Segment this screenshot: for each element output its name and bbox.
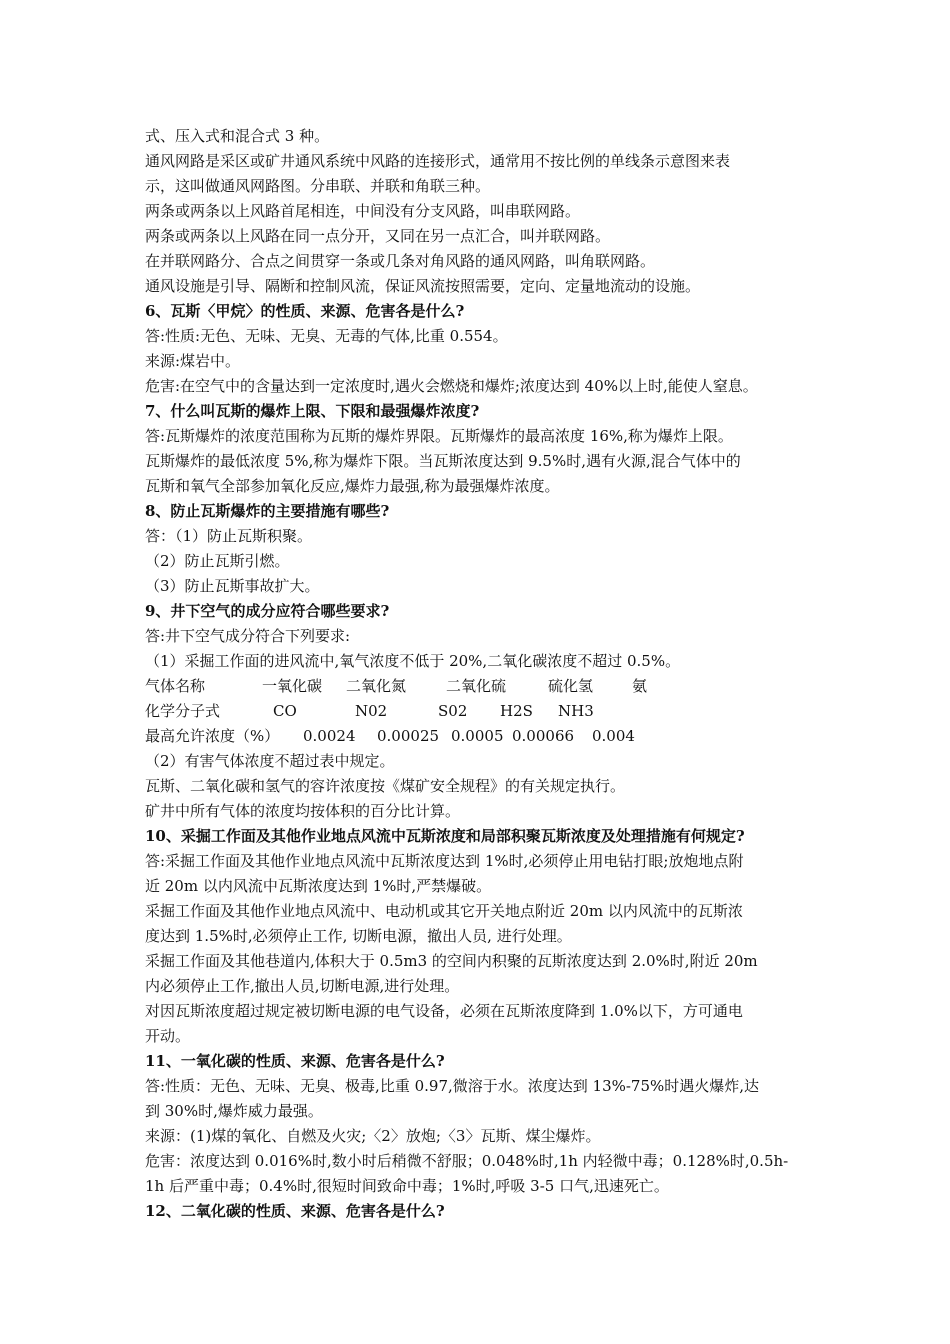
text-line: 通风网路是采区或矿井通风系统中风路的连接形式，通常用不按比例的单线条示意图来表 bbox=[145, 152, 731, 170]
text-line: 答:瓦斯爆炸的浓度范围称为瓦斯的爆炸界限。瓦斯爆炸的最高浓度 16%,称为爆炸上限。 bbox=[145, 427, 733, 445]
table-cell: 0.004 bbox=[592, 727, 635, 745]
text-line: 来源：(1)煤的氧化、自燃及火灾;〈2〉放炮;〈3〉瓦斯、煤尘爆炸。 bbox=[145, 1127, 601, 1145]
table-cell: 气体名称 bbox=[145, 677, 206, 695]
table-cell: 0.00066 bbox=[512, 727, 575, 745]
table-cell: 二氧化硫 bbox=[446, 677, 507, 695]
question-heading: 7、什么叫瓦斯的爆炸上限、下限和最强爆炸浓度? bbox=[145, 402, 480, 420]
text-line: 度达到 1.5%时,必须停止工作, 切断电源，撤出人员, 进行处理。 bbox=[145, 927, 572, 945]
table-cell: 0.0005 bbox=[451, 727, 504, 745]
text-line: 对因瓦斯浓度超过规定被切断电源的电气设备，必须在瓦斯浓度降到 1.0%以下，方可通电 bbox=[145, 1002, 743, 1020]
text-line: 来源:煤岩中。 bbox=[145, 352, 241, 370]
table-cell: 0.00025 bbox=[377, 727, 440, 745]
text-line: 到 30%时,爆炸威力最强。 bbox=[145, 1102, 323, 1120]
text-line: 瓦斯爆炸的最低浓度 5%,称为爆炸下限。当瓦斯浓度达到 9.5%时,遇有火源,混合气体中的 bbox=[145, 452, 741, 470]
table-cell: S02 bbox=[438, 702, 468, 720]
table-row-formulas bbox=[145, 699, 815, 724]
table-cell: NH3 bbox=[558, 702, 594, 720]
question-heading: 8、防止瓦斯爆炸的主要措施有哪些? bbox=[145, 502, 390, 520]
text-line: 通风设施是引导、隔断和控制风流，保证风流按照需要，定向、定量地流动的设施。 bbox=[145, 277, 701, 295]
text-line: 矿井中所有气体的浓度均按体积的百分比计算。 bbox=[145, 802, 461, 820]
text-line: 两条或两条以上风路首尾相连，中间没有分支风路，叫串联网路。 bbox=[145, 202, 581, 220]
table-cell: 硫化氢 bbox=[548, 677, 594, 695]
table-cell: N02 bbox=[355, 702, 388, 720]
text-line: 示，这叫做通风网路图。分串联、并联和角联三种。 bbox=[145, 177, 491, 195]
document-page bbox=[145, 124, 815, 1224]
table-cell: 0.0024 bbox=[303, 727, 356, 745]
text-line: 两条或两条以上风路在同一点分开，又同在另一点汇合，叫并联网路。 bbox=[145, 227, 611, 245]
text-line: 在并联网路分、合点之间贯穿一条或几条对角风路的通风网路，叫角联网路。 bbox=[145, 252, 656, 270]
text-line: （3）防止瓦斯事故扩大。 bbox=[145, 577, 320, 595]
text-line: 瓦斯和氧气全部参加氧化反应,爆炸力最强,称为最强爆炸浓度。 bbox=[145, 477, 560, 495]
text-line: 开动。 bbox=[145, 1027, 191, 1045]
table-cell: 化学分子式 bbox=[145, 702, 221, 720]
text-line: 危害：浓度达到 0.016%时,数小时后稍微不舒服；0.048%时,1h 内轻微中毒；0.128%时,0.5h- bbox=[145, 1152, 789, 1170]
text-line: 答:采掘工作面及其他作业地点风流中瓦斯浓度达到 1%时,必须停止用电钻打眼;放炮地点附 bbox=[145, 852, 744, 870]
table-cell: 二氧化氮 bbox=[346, 677, 407, 695]
question-heading: 6、瓦斯〈甲烷〉的性质、来源、危害各是什么? bbox=[145, 302, 465, 320]
table-cell: CO bbox=[273, 702, 297, 720]
text-line: 采掘工作面及其他作业地点风流中、电动机或其它开关地点附近 20m 以内风流中的瓦斯浓 bbox=[145, 902, 743, 920]
text-line: （2）有害气体浓度不超过表中规定。 bbox=[145, 752, 395, 770]
text-line: 式、压入式和混合式 3 种。 bbox=[145, 127, 330, 145]
table-row-names bbox=[145, 674, 815, 699]
text-line: 近 20m 以内风流中瓦斯浓度达到 1%时,严禁爆破。 bbox=[145, 877, 492, 895]
gas-limit-table bbox=[145, 674, 815, 749]
text-line: 采掘工作面及其他巷道内,体积大于 0.5m3 的空间内积聚的瓦斯浓度达到 2.0%时,附近 20m bbox=[145, 952, 758, 970]
table-cell: H2S bbox=[500, 702, 533, 720]
text-line: （1）采掘工作面的进风流中,氧气浓度不低于 20%,二氧化碳浓度不超过 0.5%。 bbox=[145, 652, 681, 670]
table-cell: 最高允许浓度（%） bbox=[145, 727, 280, 745]
table-cell: 一氧化碳 bbox=[262, 677, 323, 695]
question-heading: 10、采掘工作面及其他作业地点风流中瓦斯浓度和局部积聚瓦斯浓度及处理措施有何规定? bbox=[145, 827, 745, 845]
text-line: 1h 后严重中毒；0.4%时,很短时间致命中毒；1%时,呼吸 3-5 口气,迅速死亡。 bbox=[145, 1177, 669, 1195]
text-line: 内必须停止工作,撤出人员,切断电源,进行处理。 bbox=[145, 977, 460, 995]
question-heading: 12、二氧化碳的性质、来源、危害各是什么? bbox=[145, 1202, 445, 1220]
text-line: 答：（1）防止瓦斯积聚。 bbox=[145, 527, 313, 545]
table-row-limits bbox=[145, 724, 815, 749]
question-heading: 9、井下空气的成分应符合哪些要求? bbox=[145, 602, 390, 620]
text-line: 答:井下空气成分符合下列要求: bbox=[145, 627, 351, 645]
table-cell: 氨 bbox=[632, 677, 648, 695]
question-heading: 11、一氧化碳的性质、来源、危害各是什么? bbox=[145, 1052, 445, 1070]
text-line: 答:性质：无色、无味、无臭、极毒,比重 0.97,微溶于水。浓度达到 13%-75%时遇火爆炸,达 bbox=[145, 1077, 760, 1095]
text-line: 瓦斯、二氧化碳和氢气的容许浓度按《煤矿安全规程》的有关规定执行。 bbox=[145, 777, 626, 795]
text-line: （2）防止瓦斯引燃。 bbox=[145, 552, 290, 570]
text-line: 答:性质:无色、无味、无臭、无毒的气体,比重 0.554。 bbox=[145, 327, 508, 345]
text-line: 危害:在空气中的含量达到一定浓度时,遇火会燃烧和爆炸;浓度达到 40%以上时,能使人窒息。 bbox=[145, 377, 758, 395]
